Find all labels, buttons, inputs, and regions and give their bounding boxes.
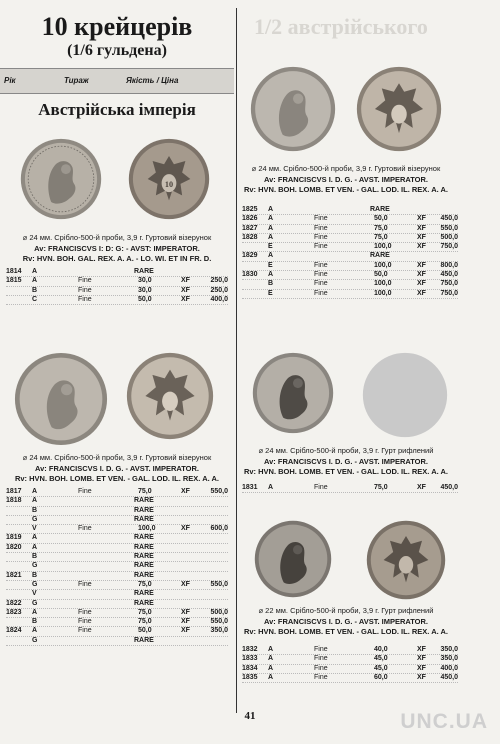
price-high-cell: 350,0 bbox=[440, 655, 458, 663]
year-cell: 1828 bbox=[242, 233, 258, 241]
coin-obverse-photo bbox=[14, 352, 108, 446]
variant-cell: B bbox=[268, 280, 274, 288]
price-high-cell: 450,0 bbox=[440, 215, 458, 223]
variant-cell: A bbox=[268, 233, 274, 241]
year-cell: 1833 bbox=[242, 655, 258, 663]
price-high-cell: 350,0 bbox=[440, 646, 458, 653]
price-low-cell: 45,0 bbox=[374, 655, 388, 663]
price-high-cell: 550,0 bbox=[210, 488, 228, 495]
table-row bbox=[6, 572, 228, 581]
price-high-cell: 250,0 bbox=[210, 277, 228, 285]
price-low-cell: 100,0 bbox=[138, 525, 156, 533]
year-cell: 1820 bbox=[6, 543, 22, 551]
table-row bbox=[242, 271, 458, 280]
price-high-cell: 500,0 bbox=[210, 608, 228, 616]
year-cell: 1832 bbox=[242, 646, 258, 653]
quality-cell: XF bbox=[417, 673, 426, 681]
year-cell: 1822 bbox=[6, 599, 22, 607]
price-low-cell: 75,0 bbox=[138, 608, 152, 616]
price-table-block-1 bbox=[6, 268, 228, 305]
price-high-cell: 350,0 bbox=[210, 627, 228, 635]
price-high-cell: 550,0 bbox=[210, 618, 228, 626]
price-low-cell: 75,0 bbox=[374, 233, 388, 241]
table-row bbox=[6, 609, 228, 618]
table-row bbox=[6, 534, 228, 543]
variant-cell: B bbox=[32, 571, 38, 579]
rarity-cell: RARE bbox=[134, 636, 154, 644]
quality-cell: XF bbox=[181, 277, 190, 285]
price-low-cell: 75,0 bbox=[138, 618, 152, 626]
variant-cell: B bbox=[32, 506, 38, 514]
rarity-cell: RARE bbox=[134, 268, 154, 275]
reverse-legend: Rv: HVN. BOH. LOMB. ET VEN. - GAL. LOD. IL. REX. A. A. bbox=[14, 474, 220, 483]
year-cell: 1817 bbox=[6, 488, 22, 495]
section-title: Австрійська імперія bbox=[38, 100, 196, 119]
rarity-cell: RARE bbox=[134, 543, 154, 551]
quality-cell: XF bbox=[417, 224, 426, 232]
price-low-cell: 75,0 bbox=[374, 224, 388, 232]
grade-cell: Fine bbox=[314, 243, 328, 251]
price-low-cell: 50,0 bbox=[138, 627, 152, 635]
quality-cell: XF bbox=[417, 289, 426, 297]
table-row bbox=[242, 484, 458, 493]
price-low-cell: 50,0 bbox=[374, 271, 388, 279]
price-high-cell: 450,0 bbox=[440, 484, 458, 491]
coin-caption-block-3 bbox=[242, 164, 450, 196]
price-table-block-3 bbox=[242, 206, 458, 299]
grade-cell: Fine bbox=[314, 664, 328, 672]
coin-caption-block-2 bbox=[0, 453, 234, 485]
quality-cell: XF bbox=[417, 280, 426, 288]
year-cell: 1825 bbox=[242, 206, 258, 213]
coin-reverse-photo bbox=[128, 138, 210, 220]
coin-specs: ⌀ 24 мм. Срібло-500-й проби, 3,9 г. Гуртовий візерунок bbox=[22, 453, 212, 462]
quality-cell: XF bbox=[417, 655, 426, 663]
variant-cell: V bbox=[32, 525, 37, 533]
watermark-logo: UNC.UA bbox=[400, 710, 488, 733]
variant-cell: G bbox=[32, 599, 38, 607]
price-low-cell: 50,0 bbox=[374, 215, 388, 223]
price-high-cell: 400,0 bbox=[210, 295, 228, 303]
reverse-legend: Rv: HVN. BOH. LOMB. ET VEN. - GAL. LOD. IL. REX. A. A. bbox=[243, 627, 449, 636]
quality-cell: XF bbox=[417, 271, 426, 279]
table-row bbox=[6, 488, 228, 497]
coin-specs: ⌀ 24 мм. Срібло-500-й проби, 3,9 г. Гуртовий візерунок bbox=[22, 233, 212, 242]
price-table-block-4 bbox=[242, 484, 458, 493]
reverse-legend: Rv: HVN. BOH. LOMB. ET VEN. - GAL. LOD. IL. REX. A. A. bbox=[243, 185, 449, 194]
price-high-cell: 600,0 bbox=[210, 525, 228, 533]
variant-cell: V bbox=[32, 590, 37, 598]
price-table-block-2 bbox=[6, 488, 228, 646]
quality-cell: XF bbox=[181, 627, 190, 635]
table-row bbox=[6, 627, 228, 636]
grade-cell: Fine bbox=[314, 261, 328, 269]
rarity-cell: RARE bbox=[134, 534, 154, 542]
table-row bbox=[6, 553, 228, 562]
coin-reverse-photo bbox=[126, 352, 214, 440]
quality-cell: XF bbox=[417, 233, 426, 241]
variant-cell: A bbox=[268, 664, 274, 672]
price-high-cell: 550,0 bbox=[210, 580, 228, 588]
table-row bbox=[242, 215, 458, 224]
quality-cell: XF bbox=[417, 215, 426, 223]
quality-cell: XF bbox=[181, 286, 190, 294]
reverse-legend: Rv: HVN. BOH. GAL. REX. A. A. - LO. WI. ET IN FR. D. bbox=[22, 254, 212, 263]
coin-reverse-photo bbox=[366, 520, 446, 600]
grade-cell: Fine bbox=[314, 484, 328, 491]
col-grade-price-header: Якість / Ціна bbox=[126, 76, 179, 85]
variant-cell: E bbox=[268, 261, 273, 269]
price-high-cell: 750,0 bbox=[440, 289, 458, 297]
grade-cell: Fine bbox=[314, 673, 328, 681]
price-low-cell: 100,0 bbox=[374, 243, 392, 251]
rarity-cell: RARE bbox=[134, 590, 154, 598]
variant-cell: E bbox=[268, 243, 273, 251]
table-row bbox=[6, 637, 228, 646]
grade-cell: Fine bbox=[78, 286, 92, 294]
table-row bbox=[6, 497, 228, 506]
price-low-cell: 75,0 bbox=[138, 580, 152, 588]
table-row bbox=[242, 290, 458, 299]
grade-cell: Fine bbox=[314, 215, 328, 223]
variant-cell: A bbox=[32, 627, 38, 635]
table-row bbox=[6, 287, 228, 296]
obverse-legend: Av: FRANCISCVS I: D: G: - AVST: IMPERATOR. bbox=[34, 243, 200, 253]
col-year-header: Рік bbox=[4, 76, 16, 85]
variant-cell: A bbox=[268, 215, 274, 223]
price-low-cell: 75,0 bbox=[374, 484, 388, 491]
year-cell: 1824 bbox=[6, 627, 22, 635]
variant-cell: A bbox=[268, 484, 274, 491]
variant-cell: A bbox=[32, 488, 38, 495]
quality-cell: XF bbox=[181, 580, 190, 588]
year-cell: 1835 bbox=[242, 673, 258, 681]
table-row bbox=[6, 296, 228, 305]
obverse-legend: Av: FRANCISCVS I. D. G. - AVST. IMPERATOR. bbox=[263, 616, 429, 626]
coin-reverse-photo bbox=[356, 66, 442, 152]
table-row bbox=[6, 562, 228, 571]
rarity-cell: RARE bbox=[134, 571, 154, 579]
obverse-legend: Av: FRANCISCVS I. D. G. - AVST. IMPERATOR. bbox=[34, 463, 200, 473]
coin-caption-block-1 bbox=[0, 233, 234, 265]
price-high-cell: 450,0 bbox=[440, 271, 458, 279]
table-row bbox=[242, 674, 458, 683]
quality-cell: XF bbox=[417, 243, 426, 251]
price-high-cell: 500,0 bbox=[440, 233, 458, 241]
variant-cell: E bbox=[268, 289, 273, 297]
grade-cell: Fine bbox=[314, 271, 328, 279]
bleed-through-heading: 1/2 австрійського bbox=[254, 14, 428, 39]
price-low-cell: 60,0 bbox=[374, 673, 388, 681]
variant-cell: C bbox=[32, 295, 38, 303]
coin-obverse-photo bbox=[20, 138, 102, 220]
quality-cell: XF bbox=[181, 488, 190, 495]
year-cell: 1821 bbox=[6, 571, 22, 579]
variant-cell: A bbox=[268, 655, 274, 663]
variant-cell: B bbox=[32, 286, 38, 294]
table-row bbox=[6, 590, 228, 599]
year-cell: 1829 bbox=[242, 252, 258, 260]
variant-cell: G bbox=[32, 515, 38, 523]
price-low-cell: 30,0 bbox=[138, 286, 152, 294]
grade-cell: Fine bbox=[78, 580, 92, 588]
quality-cell: XF bbox=[417, 664, 426, 672]
variant-cell: A bbox=[268, 206, 274, 213]
grade-cell: Fine bbox=[78, 627, 92, 635]
price-high-cell: 550,0 bbox=[440, 224, 458, 232]
table-row bbox=[242, 225, 458, 234]
table-row bbox=[242, 646, 458, 655]
grade-cell: Fine bbox=[78, 277, 92, 285]
grade-cell: Fine bbox=[78, 618, 92, 626]
quality-cell: XF bbox=[181, 608, 190, 616]
price-low-cell: 100,0 bbox=[374, 261, 392, 269]
price-high-cell: 450,0 bbox=[440, 673, 458, 681]
rarity-cell: RARE bbox=[134, 553, 154, 561]
table-row bbox=[242, 655, 458, 664]
variant-cell: A bbox=[268, 224, 274, 232]
variant-cell: G bbox=[32, 580, 38, 588]
year-cell: 1819 bbox=[6, 534, 22, 542]
page-title: 10 крейцерів bbox=[41, 12, 193, 41]
year-cell: 1830 bbox=[242, 271, 258, 279]
year-cell: 1823 bbox=[6, 608, 22, 616]
rarity-cell: RARE bbox=[370, 206, 390, 213]
coin-specs: ⌀ 24 мм. Срібло-500-й проби, 3,9 г. Гурт рифлений bbox=[258, 446, 434, 455]
year-cell: 1827 bbox=[242, 224, 258, 232]
grade-cell: Fine bbox=[314, 646, 328, 653]
table-row bbox=[6, 618, 228, 627]
price-low-cell: 40,0 bbox=[374, 646, 388, 653]
quality-cell: XF bbox=[181, 295, 190, 303]
variant-cell: B bbox=[32, 553, 38, 561]
variant-cell: A bbox=[32, 608, 38, 616]
price-low-cell: 75,0 bbox=[138, 488, 152, 495]
denomination-label: 10 bbox=[164, 180, 174, 190]
variant-cell: G bbox=[32, 562, 38, 570]
grade-cell: Fine bbox=[314, 289, 328, 297]
table-row bbox=[242, 243, 458, 252]
column-header-bar bbox=[0, 68, 234, 94]
variant-cell: A bbox=[268, 271, 274, 279]
year-cell: 1826 bbox=[242, 215, 258, 223]
coin-obverse-photo bbox=[254, 520, 332, 598]
table-row bbox=[6, 516, 228, 525]
table-row bbox=[6, 277, 228, 286]
variant-cell: A bbox=[268, 252, 274, 260]
price-low-cell: 45,0 bbox=[374, 664, 388, 672]
variant-cell: A bbox=[32, 497, 38, 505]
table-row bbox=[242, 252, 458, 261]
year-cell: 1818 bbox=[6, 497, 22, 505]
table-row bbox=[6, 525, 228, 534]
year-cell: 1814 bbox=[6, 268, 22, 275]
quality-cell: XF bbox=[181, 618, 190, 626]
page-subtitle: (1/6 гульдена) bbox=[67, 42, 167, 59]
price-high-cell: 750,0 bbox=[440, 280, 458, 288]
table-row bbox=[242, 262, 458, 271]
rarity-cell: RARE bbox=[134, 515, 154, 523]
table-row bbox=[242, 665, 458, 674]
variant-cell: G bbox=[32, 636, 38, 644]
rarity-cell: RARE bbox=[134, 497, 154, 505]
price-low-cell: 50,0 bbox=[138, 295, 152, 303]
quality-cell: XF bbox=[417, 261, 426, 269]
table-row bbox=[242, 280, 458, 289]
year-cell: 1834 bbox=[242, 664, 258, 672]
rarity-cell: RARE bbox=[134, 506, 154, 514]
price-high-cell: 800,0 bbox=[440, 261, 458, 269]
obverse-legend: Av: FRANCISCVS I. D. G. - AVST. IMPERATOR. bbox=[263, 174, 429, 184]
variant-cell: A bbox=[32, 534, 38, 542]
grade-cell: Fine bbox=[78, 488, 92, 495]
coin-reverse-placeholder bbox=[362, 352, 448, 438]
variant-cell: A bbox=[268, 673, 274, 681]
obverse-legend: Av: FRANCISCVS I. D. G. - AVST. IMPERATOR. bbox=[263, 456, 429, 466]
price-high-cell: 250,0 bbox=[210, 286, 228, 294]
price-table-block-5 bbox=[242, 646, 458, 683]
variant-cell: A bbox=[32, 277, 38, 285]
variant-cell: A bbox=[32, 268, 38, 275]
grade-cell: Fine bbox=[314, 233, 328, 241]
price-low-cell: 100,0 bbox=[374, 280, 392, 288]
quality-cell: XF bbox=[181, 525, 190, 533]
col-mintage-header: Тираж bbox=[64, 76, 89, 85]
table-row bbox=[6, 581, 228, 590]
price-low-cell: 30,0 bbox=[138, 277, 152, 285]
grade-cell: Fine bbox=[314, 655, 328, 663]
coin-obverse-photo bbox=[250, 66, 336, 152]
rarity-cell: RARE bbox=[370, 252, 390, 260]
coin-caption-block-5 bbox=[242, 606, 450, 638]
page-number: 41 bbox=[244, 710, 256, 722]
grade-cell: Fine bbox=[78, 295, 92, 303]
price-high-cell: 400,0 bbox=[440, 664, 458, 672]
table-row bbox=[6, 544, 228, 553]
table-row bbox=[242, 206, 458, 215]
quality-cell: XF bbox=[417, 646, 426, 653]
price-high-cell: 750,0 bbox=[440, 243, 458, 251]
price-low-cell: 100,0 bbox=[374, 289, 392, 297]
grade-cell: Fine bbox=[78, 608, 92, 616]
table-row bbox=[6, 268, 228, 277]
column-divider bbox=[236, 8, 237, 713]
grade-cell: Fine bbox=[314, 280, 328, 288]
table-row bbox=[6, 600, 228, 609]
table-row bbox=[6, 507, 228, 516]
variant-cell: A bbox=[268, 646, 274, 653]
variant-cell: A bbox=[32, 543, 38, 551]
coin-obverse-photo bbox=[252, 352, 334, 434]
rarity-cell: RARE bbox=[134, 562, 154, 570]
grade-cell: Fine bbox=[78, 525, 92, 533]
table-row bbox=[242, 234, 458, 243]
coin-caption-block-4 bbox=[242, 446, 450, 478]
rarity-cell: RARE bbox=[134, 599, 154, 607]
year-cell: 1831 bbox=[242, 484, 258, 491]
year-cell: 1815 bbox=[6, 277, 22, 285]
variant-cell: B bbox=[32, 618, 38, 626]
grade-cell: Fine bbox=[314, 224, 328, 232]
quality-cell: XF bbox=[417, 484, 426, 491]
reverse-legend: Rv: HVN. BOH. LOMB. ET VEN. - GAL. LOD. IL. REX. A. A. bbox=[243, 467, 449, 476]
coin-specs: ⌀ 22 мм. Срібло-500-й проби, 3,9 г. Гурт рифлений bbox=[258, 606, 434, 615]
coin-specs: ⌀ 24 мм. Срібло-500-й проби, 3,9 г. Гуртовий візерунок bbox=[251, 164, 441, 173]
